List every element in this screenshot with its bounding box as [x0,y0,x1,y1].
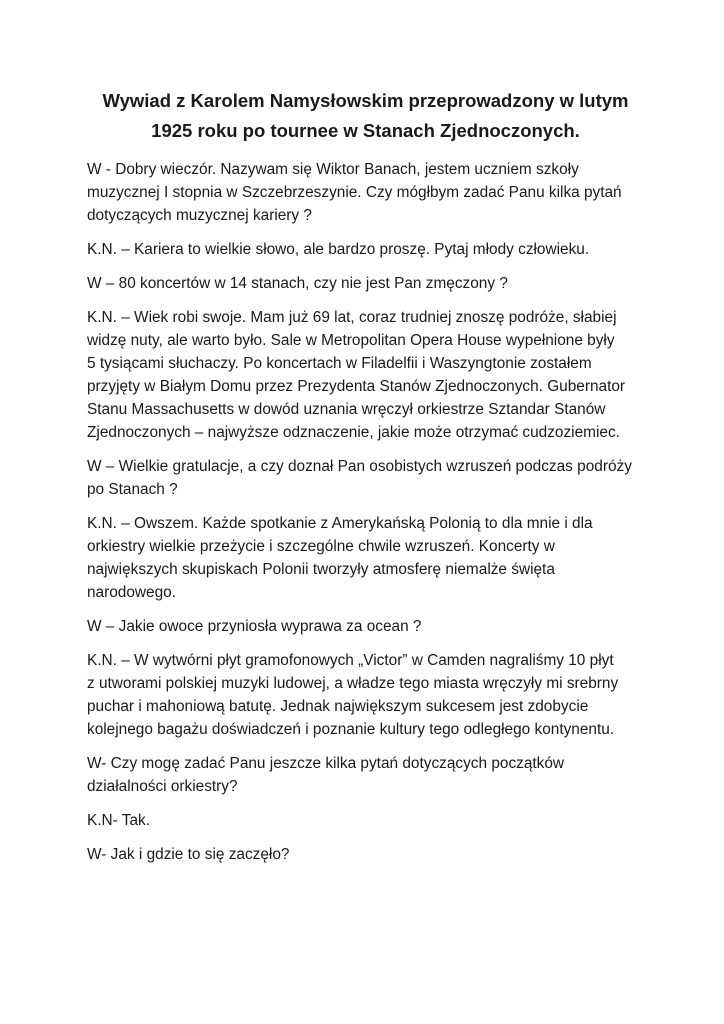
page-title: Wywiad z Karolem Namysłowskim przeprowadzony w lutym 1925 roku po tournee w Stanach Zjednoczonych. [102,90,629,141]
paragraph-question-5: W- Czy mogę zadać Panu jeszcze kilka pytań dotyczących początków działalności orkiestry? [87,755,565,795]
paragraph-question-2: W – 80 koncertów w 14 stanach, czy nie jest Pan zmęczony ? [87,275,508,292]
paragraph-question-6: W- Jak i gdzie to się zaczęło? [87,846,290,863]
paragraph-question-4: W – Jakie owoce przyniosła wyprawa za ocean ? [87,618,422,635]
paragraph-question-1: W - Dobry wieczór. Nazywam się Wiktor Banach, jestem uczniem szkoły muzycznej I stopnia w Szczebrzeszynie. Czy mógłbym zadać Panu kilka pytań dotyczących muzycznej kariery ? [87,161,622,224]
paragraph-answer-2: K.N. – Wiek robi swoje. Mam już 69 lat, coraz trudniej znoszę podróże, słabiej widzę nuty, ale warto było. Sale w Metropolitan Opera House wypełnione były 5 tysiącami słuchaczy. Po koncertach w Filadelfii i Waszyngtonie zostałem przyjęty w Białym Domu przez Prezydenta Stanów Zjednoczonych. Gubernator Stanu Massachusetts w dowód uznania wręczył orkiestrze Sztandar Stanów Zjednoczonych – najwyższe odznaczenie, jakie może otrzymać cudzoziemiec. [87,309,626,441]
paragraph-answer-4: K.N. – W wytwórni płyt gramofonowych „Victor” w Camden nagraliśmy 10 płyt z utworami polskiej muzyki ludowej, a władze tego miasta wręczyły mi srebrny puchar i mahoniową batutę. Jednak największym sukcesem jest zdobycie kolejnego bagażu doświadczeń i poznanie kultury tego odległego kontynentu. [87,652,619,738]
paragraph-answer-1: K.N. – Kariera to wielkie słowo, ale bardzo proszę. Pytaj młody człowieku. [87,241,590,258]
paragraph-answer-3: K.N. – Owszem. Każde spotkanie z Amerykańską Polonią to dla mnie i dla orkiestry wielkie przeżycie i szczególne chwile wzruszeń. Koncerty w największych skupiskach Polonii tworzyły atmosferę niemalże święta narodowego. [87,515,593,601]
paragraph-question-3: W – Wielkie gratulacje, a czy doznał Pan osobistych wzruszeń podczas podróży po Stanach ? [87,458,632,498]
paragraph-answer-5: K.N- Tak. [87,812,151,829]
